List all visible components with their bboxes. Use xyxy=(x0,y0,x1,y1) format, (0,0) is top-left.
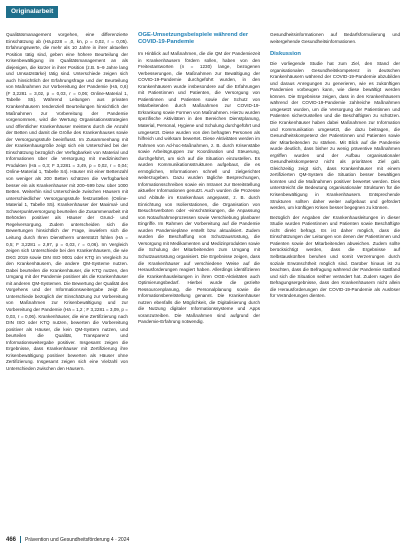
column-middle xyxy=(138,32,260,326)
column-left xyxy=(6,32,128,372)
column-right xyxy=(270,32,400,300)
column-left-text: Qualitätsmanagement vorgehen, eine differenzierte Einschätzung ab (Hä,p228 = ,0, kn, p = 0,02, r = 0,05). Erfahrungswerte, die mehr als 10 Jahre in ihrer aktuellen Position tätig sind, geben eine höhere Beurteilung der Krisenbewältigung im Qualitätsmanagement an als diejenigen, die kürzer in ihrer Position (z.B. 5–9 Jahre lang und Umsatzstärke) tätig sind. Unterschiede zeigen sich auch hinsichtlich der Erfahrungsfrage und der Beurteilung von Maßnahmen zur Vorbereitung der Pandemie (Hä, 0,6) (F 3,2281 = 3,02, p = 0,03, r = 0,06; Online-Material 1, Tabelle S5). Während Leitungen aus privaten Krankenhäusern tendenziell Beurteilungen hinsichtlich der Maßnahmen zur Vorbereitung der Pandemie vorgenommen, wird die Wertung Organisationsstrategien und öffentlicher Krankenhäuser meistens durch die Anzahl der Betten und damit die Größe des Krankenhauses sowie der Versorgungsstufe beeinflusst. Im Zusammenhang mit der Krankenhausgröße zeigt sich ein Unterschied bei der Einschätzung bezüglich der Verfügbarkeit von Material und Informationen über die Versorgung mit medizinischen Produkten (Hä = 0,3; F 3,2281 = 3,49, p = 0,02, r = 0,04; Online-Material 1, Tabelle S4). Häuser mit einer Bettenzahl von weniger als 200 Betten schätzen die Verfügbarkeit besser ein als Krankenhäuser mit 200–599 bzw. über 1000 Betten. Weiterhin sind Unterschiede zwischen Häusern mit unterschiedlicher Versorgungsstufe festzustellen (Online-Material 1, Tabelle S5). Krankenhäuser der Maximal- und Schwerpunktversorgung beurteilen die Zusammenarbeit mit Behörden positiver als Häuser der Grund- und Regelversorgung. Zudem unterscheiden sich die Bewertungen hinsichtlich der Frage, inwiefern sich die Leitung durch Ihren Dienstherrn unterstützt fühlen (Hä = 0,5; F 3,2281 = 2,97, p = 0,03, r = 0,06). Im Vergleich zeigen sich Unterschiede bei den Krankenhäusern, die wie DKG 2019 sowie DIN ISO 9001 oder KTQ im Vergleich zu den Krankenhäusern, die andere QM-Systeme nutzen. Dabei beurteilen die Krankenhäuser, die KTQ nutzen, den Umgang mit der Pandemie positiver als die Krankenhäuser mit anderen QM-Systemen. Die Bewertung der Qualität des Vorgehens und der Informationsweitergabe zeigt die Unterschiede bezüglich der Einschätzung zur Vorbereitung von Maßnahmen zur Krisenbewältigung und zur Vorbereitung der Pandemie (Hä = 1,2 ; F 3,2281 = 3,09, p = 0,03, r = 0,06). Krankenhäuser, die eine Zertifizierung nach DIN ISO oder KTQ nutzen, bewerten die Vorbereitung positiver als Häuser, die kein QM-System nutzen, und beurteilen die Qualität, Transparenz und Informationsweitergabe positiver. Insgesamt zeigen die Ergebnisse, dass Krankenhäuser mit Zertifizierung ihre Krisenbewältigung positiver bewerten als Häuser ohne Zertifizierung. Insgesamt zeigen sich eine Vielzahl von Unterschieden zwischen den Häusern. xyxy=(6,32,128,371)
column-middle-text: Im Hinblick auf Maßnahmen, die die QM der Pandemiezeit in Krankenhäusern fördern sollen, haben von den Freitextantworten (n = 1230) lange, bezogenen Verbesserungen, die Maßnahmen zur Bewältigung der COVID-19-Pandemie durchgeführt wurden, in den Krankenhäusern wurde insbesondere auf die Erfahrungen mit Patientinnen und Patienten, die Versorgung von Patientinnen und Patienten sowie der Schutz von Mitarbeitenden durch Maßnahmen zur COVID-19-Erkrankung sowie Formen von Maßnahmen. Hierzu wurden spezifische Aktivitäten in den Bereichen Dienstplanung, Material, Personal, Hygiene und Schulung durchgeführt und umgesetzt. Diese wurden von den befragten Personen als hilfreich und wirksam bewertet. Diese Aktivitäten werden im Rahmen von Ad-hoc-Maßnahmen, z. B. durch Krisenstäbe sowie Arbeitsgruppen zur Koordination und Steuerung, durchgeführt, um sich auf die Situation einzustellen. Es wurden Kommunikationsstrukturen aufgebaut, die es ermöglichen, Informationen schnell und zielgerichtet weiterzugeben. Dazu wurden tägliche Besprechungen, Informationsschreiben sowie ein Intranet zur Bereitstellung aktueller Informationen genutzt. Auch wurden die Prozesse und Abläufe im Krankenhaus angepasst, z. B. durch Einrichtung von Isolierstationen, die Organisation von Besuchsverboten oder -einschränkungen, die Anpassung von Notaufnahmeprozessen sowie Verschiebung planbarer Eingriffe. Im Rahmen der Vorbereitung auf die Pandemie wurden Pandemiepläne erstellt bzw. aktualisiert. Zudem wurden die Beschaffung von Schutzausrüstung, die Versorgung mit Medikamenten und Medizinprodukten sowie die Schulung der Mitarbeitenden zum Umgang mit Schutzausrüstung organisiert. Die Ergebnisse zeigen, dass die Krankenhäuser auf verschiedene Weise auf die Herausforderungen reagiert haben. Allerdings identifizieren die Krankenhausleitungen in ihren OGE-Aktivitäten auch Optimierungsbedarf. Hierbei wurde die gezielte Ressourcenplanung, die Personalplanung sowie die Informationsbereitstellung genannt. Die Krankenhäuser nutzen ebenfalls die Möglichkeit, die Digitalisierung durch die Nutzung digitaler Informationssysteme und Apps voranzutreiben. Die Maßnahmen sind aufgrund der Pandemie-Erfahrung notwendig. xyxy=(138,51,260,325)
page-footer xyxy=(6,536,129,543)
column-right-paragraph-2: Bezüglich der Angaben der Krankenhausleitungen in dieser Studie wurden Patientinnen und Patienten sowie Beschäftigte nicht direkt befragt. Es ist daher möglich, dass die Einschätzungen der Leitungen von denen der Patientinnen und Patienten sowie der Mitarbeitenden abweichen. Zudem sollte berücksichtigt werden, dass die Ergebnisse auf Selbstauskünften beruhen und somit Verzerrungen durch soziale Erwünschtheit möglich sind. Darüber hinaus ist zu beachten, dass die Befragung während der Pandemie stattfand und sich die Situation seither verändert hat. Zudem sagen die Befragungsergebnisse, dass den Krankenhäusern nicht allein die Herausforderungen der COVID-19-Pandemie als Auslöser für Veränderungen dienten. xyxy=(270,214,400,299)
section-heading-oge: OGE-Umsetzungsbeispiele während der COVID-19-Pandemie xyxy=(138,32,249,45)
column-right-intro-text: Gesundheitsinformationen auf Bedarfsformulierung und weitergehende Gesundheitsinformationen. xyxy=(270,32,400,44)
footer-divider xyxy=(20,536,21,543)
page-number: 466 xyxy=(6,536,17,543)
journal-name: Prävention und Gesundheitsförderung 4 · 2024 xyxy=(25,536,130,543)
section-tag: Originalarbeit xyxy=(6,6,58,18)
section-heading-diskussion: Diskussion xyxy=(270,51,301,58)
column-right-paragraph-1: Die vorliegende Studie hat zum Ziel, den Stand der organisationalen Gesundheitskompetenz in deutschen Krankenhäusern während der COVID-19-Pandemie abzubilden und daraus Anregungen zu generieren, wie es zukünftigen Pandemien vorbeugen kann, wie diese bewältigt werden können. Die Ergebnisse zeigen, dass in den Krankenhäusern während der COVID-19-Pandemie zahlreiche Maßnahmen umgesetzt wurden, um die Versorgung der Patientinnen und Patienten sicherzustellen und die Beschäftigten zu schützen. Die Krankenhäuser haben dabei Maßnahmen zur Information und Kommunikation umgesetzt, die dazu beitragen, die Gesundheitskompetenz der Patientinnen und Patienten sowie der Mitarbeitenden zu stärken. Mit Blick auf die Pandemie wurde deutlich, dass bisher zu wenig präventive Maßnahmen ergriffen wurden und der Aufbau organisationaler Gesundheitskompetenz nicht als prioritäres Ziel galt. Gleichzeitig zeigt sich, dass Krankenhäuser mit einem zertifizierten QM-System die Situation besser bewältigen konnten und die Maßnahmen positiver bewertet werden. Dies unterstreicht die Bedeutung organisationaler Strukturen für die Krisenbewältigung in Krankenhäusern. Entsprechende Strukturen sollten daher weiter aufgebaut und gefördert werden, um künftigen Krisen besser begegnen zu können. xyxy=(270,61,400,211)
